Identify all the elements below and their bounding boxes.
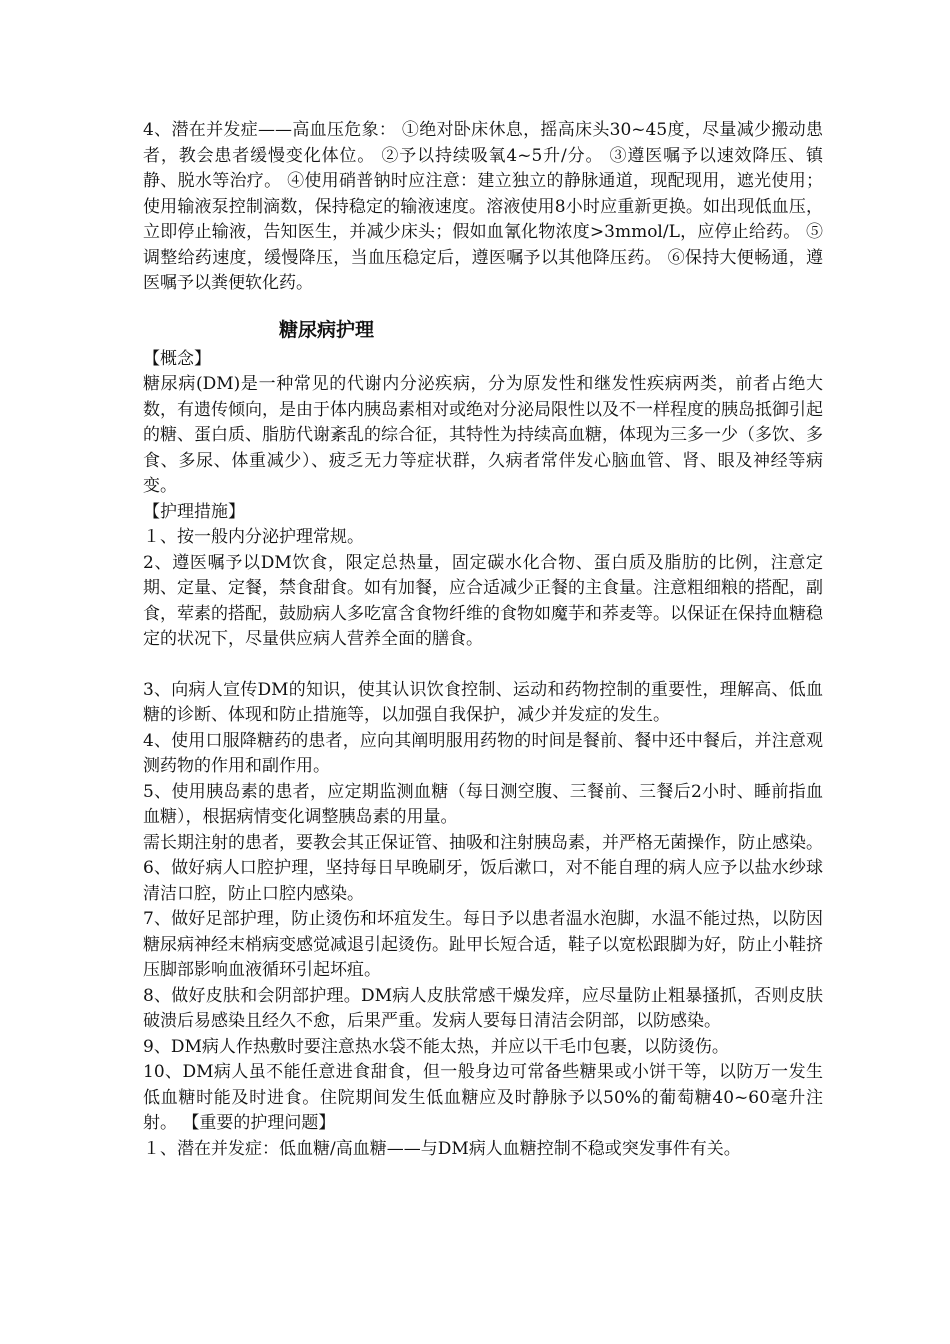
measures-heading: 【护理措施】 bbox=[143, 501, 245, 522]
measure-item-5-6: 需长期注射的患者，要教会其正保证管、抽吸和注射胰岛素，并严格无菌操作，防止感染。 6、做好病人口腔护理，坚持每日早晚刷牙，饭后漱口，对不能自理的病人应予以盐水纱球清洁口腔，防止口腔内感染。 bbox=[143, 832, 823, 904]
measure-item-1: １、按一般内分泌护理常规。 bbox=[143, 527, 364, 547]
document-body bbox=[143, 118, 823, 1162]
concept-heading: 【概念】 bbox=[143, 348, 211, 369]
measure-item-4: 4、使用口服降糖药的患者，应向其阐明服用药物的时间是餐前、餐中还中餐后，并注意观测药物的作用和副作用。 bbox=[143, 730, 823, 776]
measure-item-9: 9、DM病人作热敷时要注意热水袋不能太热，并应以干毛巾包裹，以防烫伤。 bbox=[143, 1036, 729, 1057]
measure-item-10: 10、DM病人虽不能任意进食甜食，但一般身边可常备些糖果或小饼干等，以防万一发生低血糖时能及时进食。住院期间发生低血糖应及时静脉予以50%的葡萄糖40~60毫升注射。 【重要的护理问题】 bbox=[143, 1062, 823, 1133]
concept-paragraph: 糖尿病(DM)是一种常见的代谢内分泌疾病，分为原发性和继发性疾病两类，前者占绝大数，有遗传倾向，是由于体内胰岛素相对或绝对分泌局限性以及不一样程度的胰岛抵御引起的糖、蛋白质、脂肪代谢紊乱的综合征，其特性为持续高血糖，体现为三多一少（多饮、多食、多尿、体重减少）、疲乏无力等症状群，久病者常伴发心脑血管、肾、眼及神经等病变。 bbox=[143, 374, 823, 496]
paragraph-gap bbox=[143, 653, 823, 678]
measure-item-5: 5、使用胰岛素的患者，应定期监测血糖（每日测空腹、三餐前、三餐后2小时、睡前指血血糖），根据病情变化调整胰岛素的用量。 bbox=[143, 781, 823, 827]
measure-item-7: 7、做好足部护理，防止烫伤和坏疽发生。每日予以患者温水泡脚，水温不能过热，以防因糖尿病神经末梢病变感觉减退引起烫伤。趾甲长短合适，鞋子以宽松跟脚为好，防止小鞋挤压脚部影响血液循环引起坏疽。 bbox=[143, 909, 823, 980]
section-title: 糖尿病护理 bbox=[279, 318, 375, 341]
measure-item-3: 3、向病人宣传DM的知识，使其认识饮食控制、运动和药物控制的重要性，理解高、低血糖的诊断、体现和防止措施等，以加强自我保护，减少并发症的发生。 bbox=[143, 679, 823, 725]
measure-item-8: 8、做好皮肤和会阴部护理。DM病人皮肤常感干燥发痒，应尽量防止粗暴搔抓，否则皮肤破溃后易感染且经久不愈，后果严重。发病人要每日清洁会阴部，以防感染。 bbox=[143, 985, 823, 1031]
hypertension-crisis-paragraph: 4、潜在并发症——高血压危象： ①绝对卧床休息，摇高床头30~45度，尽量减少搬动患者，教会患者缓慢变化体位。 ②予以持续吸氧4~5升/分。 ③遵医嘱予以速效降压、镇静、脱水等治疗。 ④使用硝普钠时应注意：建立独立的静脉通道，现配现用，遮光使用；使用输液泵控制滴数，保持稳定的输液速度。溶液使用8小时应重新更换。如出现低血压，立即停止输液，告知医生，并减少床头；假如血氰化物浓度>3mmol/L，应停止给药。 ⑤调整给药速度，缓慢降压，当血压稳定后，遵医嘱予以其他降压药。 ⑥保持大便畅通，遵医嘱予以粪便软化药。 bbox=[143, 120, 823, 293]
measure-item-2: 2、遵医嘱予以DM饮食，限定总热量，固定碳水化合物、蛋白质及脂肪的比例，注意定期、定量、定餐，禁食甜食。如有加餐，应合适减少正餐的主食量。注意粗细粮的搭配，副食，荤素的搭配，鼓励病人多吃富含食物纤维的食物如魔芋和荞麦等。以保证在保持血糖稳定的状况下，尽量供应病人营养全面的膳食。 bbox=[143, 552, 823, 649]
key-problem-item-1: １、潜在并发症：低血糖/高血糖——与DM病人血糖控制不稳或突发事件有关。 bbox=[143, 1138, 741, 1159]
